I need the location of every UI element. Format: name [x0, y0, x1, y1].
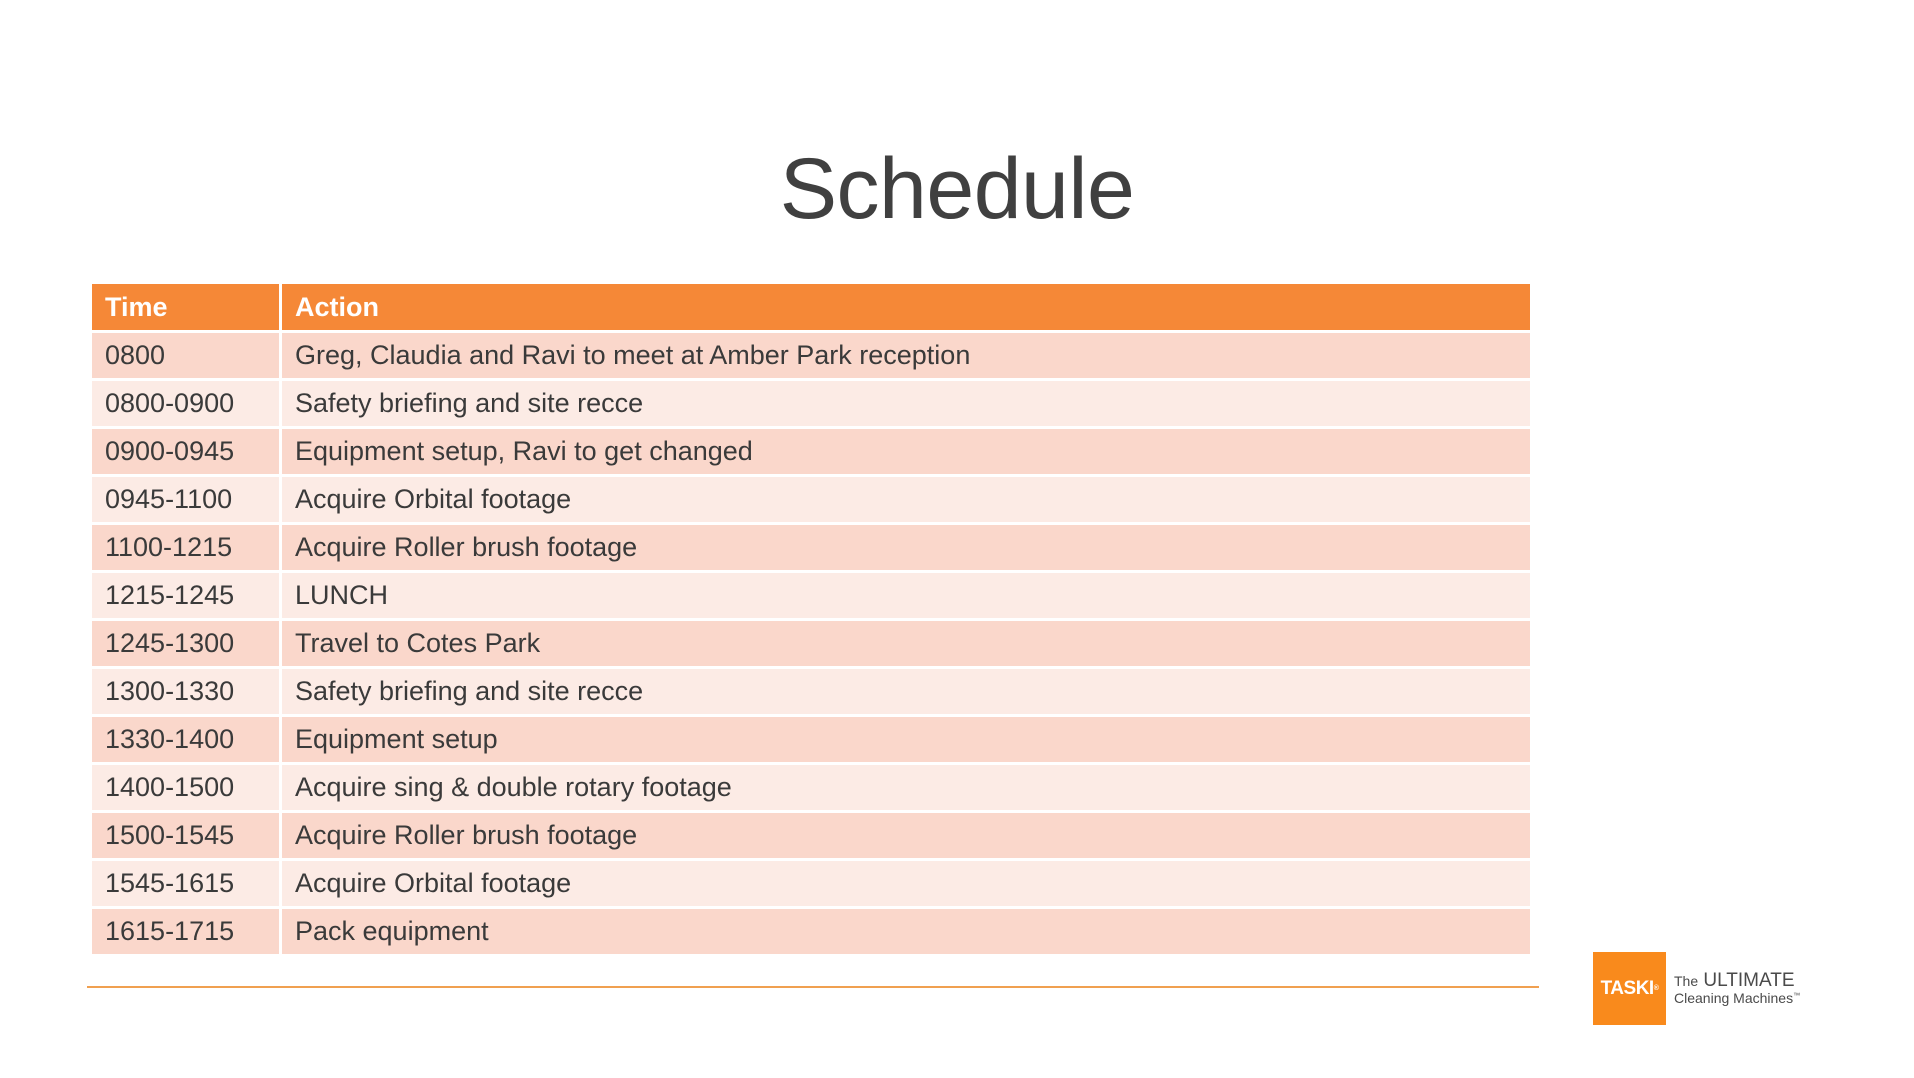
table-row: [91, 428, 1532, 476]
logo-tagline-mark: ™: [1793, 992, 1801, 1000]
time-cell: 1330-1400: [91, 716, 281, 764]
table-row: [91, 572, 1532, 620]
time-cell: 1300-1330: [91, 668, 281, 716]
action-cell: Acquire Roller brush footage: [281, 812, 1532, 860]
time-cell: 1400-1500: [91, 764, 281, 812]
action-cell: Equipment setup, Ravi to get changed: [281, 428, 1532, 476]
table-row: [91, 668, 1532, 716]
action-cell: Safety briefing and site recce: [281, 380, 1532, 428]
table-row: [91, 860, 1532, 908]
footer-divider: [87, 986, 1539, 988]
table-row: [91, 764, 1532, 812]
table-row: [91, 524, 1532, 572]
time-cell: 0800: [91, 332, 281, 380]
table-row: [91, 332, 1532, 380]
logo-tagline: [1674, 971, 1800, 1006]
column-header-time: Time: [91, 283, 281, 332]
time-cell: 0945-1100: [91, 476, 281, 524]
table-header-row: [91, 283, 1532, 332]
action-cell: Safety briefing and site recce: [281, 668, 1532, 716]
time-cell: 1615-1715: [91, 908, 281, 956]
action-cell: Acquire Orbital footage: [281, 476, 1532, 524]
table-row: [91, 716, 1532, 764]
action-cell: Equipment setup: [281, 716, 1532, 764]
table-row: [91, 908, 1532, 956]
logo-brand-mark: ®: [1653, 985, 1659, 992]
action-cell: Greg, Claudia and Ravi to meet at Amber Park reception: [281, 332, 1532, 380]
logo-tagline-line2: [1674, 991, 1800, 1006]
time-cell: 1500-1545: [91, 812, 281, 860]
action-cell: Acquire Roller brush footage: [281, 524, 1532, 572]
column-header-action: Action: [281, 283, 1532, 332]
table-row: [91, 476, 1532, 524]
logo-tagline-main: ULTIMATE: [1703, 970, 1795, 992]
action-cell: Pack equipment: [281, 908, 1532, 956]
table-row: [91, 380, 1532, 428]
logo-tagline-line1: [1674, 971, 1800, 991]
table-row: [91, 620, 1532, 668]
logo-brand: TASKI: [1600, 977, 1654, 999]
action-cell: LUNCH: [281, 572, 1532, 620]
table-row: [91, 812, 1532, 860]
logo-tagline-sub: Cleaning Machines: [1674, 990, 1794, 1007]
time-cell: 1100-1215: [91, 524, 281, 572]
time-cell: 0900-0945: [91, 428, 281, 476]
time-cell: 1215-1245: [91, 572, 281, 620]
time-cell: 1245-1300: [91, 620, 281, 668]
taski-logo-mark: [1593, 952, 1666, 1025]
action-cell: Travel to Cotes Park: [281, 620, 1532, 668]
schedule-table: [89, 281, 1533, 957]
time-cell: 0800-0900: [91, 380, 281, 428]
action-cell: Acquire Orbital footage: [281, 860, 1532, 908]
action-cell: Acquire sing & double rotary footage: [281, 764, 1532, 812]
time-cell: 1545-1615: [91, 860, 281, 908]
logo-the: The: [1674, 973, 1699, 990]
page-title: Schedule: [779, 141, 1135, 237]
taski-logo: [1593, 952, 1800, 1025]
